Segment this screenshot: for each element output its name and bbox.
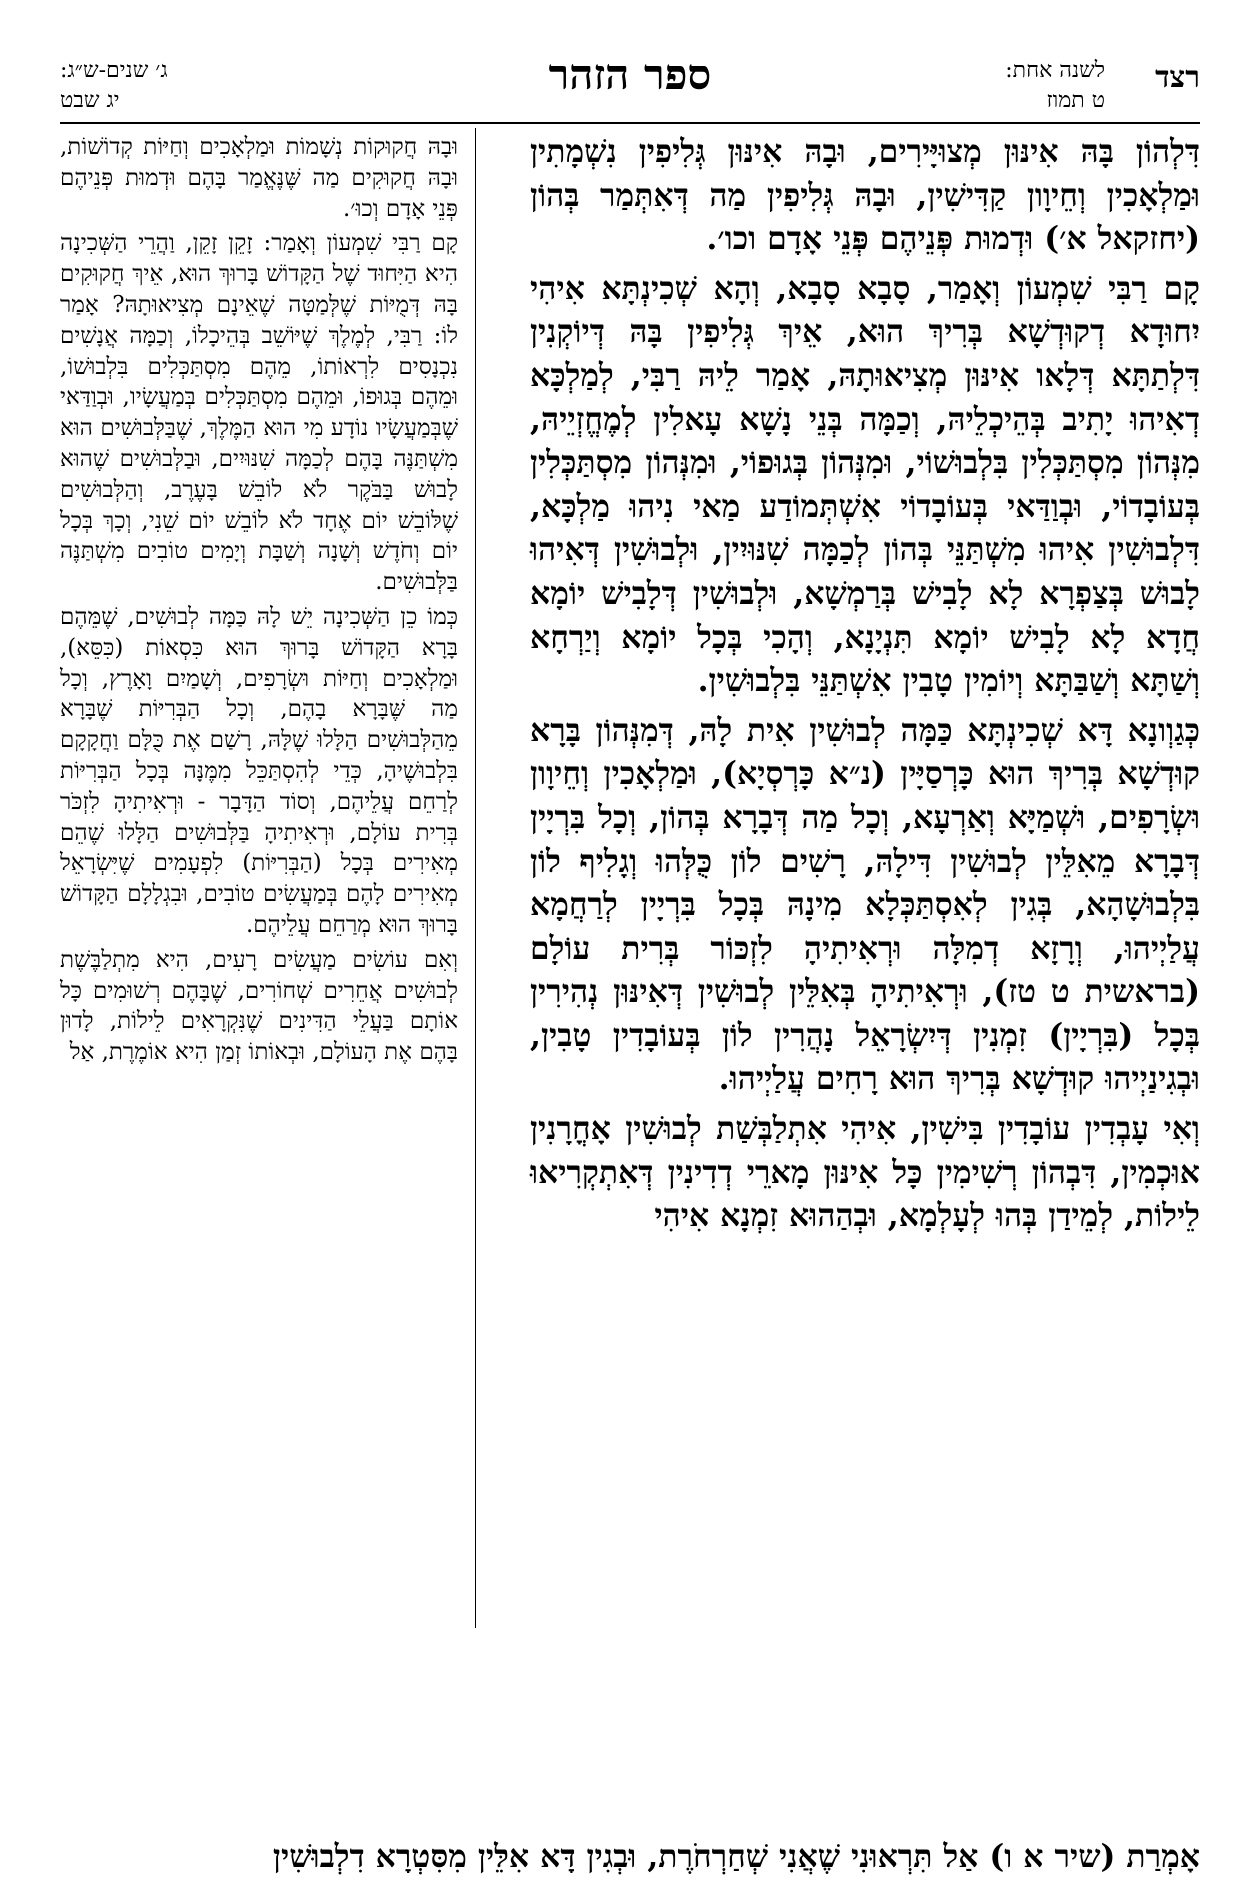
- main-paragraph: קָם רַבִּי שִׁמְעוֹן וְאָמַר, סָבָא סָבָא, וְהָא שְׁכִינְתָּא אִיהִי יִחוּדָא דְקוּדְשָׁא בְּרִיךְ הוּא, אֵיךְ גְּלִיפִין בָּהּ דְּיוֹקְנִין דִּלְתַתָּא דְּלָאו אִינּוּן מְצִיאוּתָהּ, אָמַר לֵיהּ רַבִּי, לְמַלְכָּא דְאִיהוּ יָתִיב בְּהֵיכְלֵיהּ, וְכַמָּה בְּנֵי נָשָׁא עָאלִין לְמֶחֱזְיֵיהּ, מִנְּהוֹן מִסְתַּכְּלִין בִּלְבוּשׁוֹי, וּמִנְּהוֹן בְּגוּפוֹי, וּמִנְּהוֹן מִסְתַּכְּלִין בְּעוֹבָדוֹי, וּבְוַדַּאי בְּעוֹבָדוֹי אִשְׁתְּמוֹדַע מַאי נִיהוּ מַלְכָּא, דִּלְבוּשִׁין אִיהוּ מִשְׁתַּנֵּי בְּהוֹן לְכַמָּה שִׁנּוּיִין, וּלְבוּשִׁין דְּאִיהוּ לָבוּשׁ בְּצַפְרָא לָא לָבִישׁ בְּרַמְשָׁא, וּלְבוּשִׁין דְּלָבִישׁ יוֹמָא חֲדָא לָא לָבִישׁ יוֹמָא תִּנְיָנָא, וְהָכִי בְּכָל יוֹמָא וְיַרְחָא וְשַׁתָּא וְשַׁבַּתָּא וְיוֹמִין טָבִין אִשְׁתַּנֵּי בִּלְבוּשִׁין.: [530, 269, 1200, 700]
- page-header: [60, 50, 1200, 120]
- bottom-full-width-line: אָמְרַת (שיר א ו) אַל תִּרְאוּנִי שֶׁאֲנִי שְׁחַרְחֹרֶת, וּבְגִין דָּא אִלֵּין מִסִּטְרָא דִלְבוּשִׁין: [272, 1838, 1200, 1875]
- schedule-label-left: ג׳ שנים-ש״ג:: [60, 58, 168, 83]
- schedule-label-right: לשנה אחת:: [1005, 58, 1105, 83]
- hebrew-translation-column: [60, 132, 458, 1072]
- translation-paragraph: וּבָהּ חֲקוּקוֹת נְשָׁמוֹת וּמַלְאָכִים וְחַיּוֹת קְדוֹשׁוֹת, וּבָהּ חֲקוּקִים מַה שֶּׁנֶּאֱמַר בָּהֶם וּדְמוּת פְּנֵיהֶם פְּנֵי אָדָם וְכוּ׳.: [60, 134, 458, 222]
- translation-paragraph: קָם רַבִּי שִׁמְעוֹן וְאָמַר: זָקֵן זָקֵן, וַהֲרֵי הַשְּׁכִינָה הִיא הַיִּחוּד שֶׁל הַקָּדוֹשׁ בָּרוּךְ הוּא, אֵיךְ חֲקוּקִים בָּהּ דְּמֻיּוֹת שֶׁלְּמַטָּה שֶׁאֵינָם מְצִיאוּתָהּ? אָמַר לוֹ: רַבִּי, לְמֶלֶךְ שֶׁיּוֹשֵׁב בְּהֵיכָלוֹ, וְכַמָּה אֲנָשִׁים נִכְנָסִים לִרְאוֹתוֹ, מֵהֶם מִסְתַּכְּלִים בִּלְבוּשׁוֹ, וּמֵהֶם בְּגוּפוֹ, וּמֵהֶם מִסְתַּכְּלִים בְּמַעֲשָׂיו, וּבְוַדַּאי שֶׁבְּמַעֲשָׂיו נוֹדָע מִי הוּא הַמֶּלֶךְ, שֶׁבַּלְּבוּשִׁים הוּא מִשְׁתַּנֶּה בָּהֶם לְכַמָּה שִׁנּוּיִים, וּבַלְּבוּשִׁים שֶׁהוּא לָבוּשׁ בַּבֹּקֶר לֹא לוֹבֵשׁ בָּעֶרֶב, וְהַלְּבוּשִׁים שֶׁלּוֹבֵשׁ יוֹם אֶחָד לֹא לוֹבֵשׁ יוֹם שֵׁנִי, וְכָךְ בְּכָל יוֹם וְחֹדֶשׁ וְשָׁנָה וְשַׁבָּת וְיָמִים טוֹבִים מִשְׁתַּנֶּה בַּלְּבוּשִׁים.: [60, 230, 458, 596]
- column-divider: [475, 128, 476, 1628]
- schedule-date-left: יג שבט: [60, 88, 120, 113]
- daily-schedule-three-years: [60, 56, 168, 116]
- main-paragraph: כְּגַוְונָא דָּא שְׁכִינְתָּא כַּמָּה לְבוּשִׁין אִית לָהּ, דְּמִנְּהוֹן בָּרָא קוּדְשָׁא בְּרִיךְ הוּא כָּרְסַיָּין (נ״א כָּרְסְיָא), וּמַלְאָכִין וְחֵיוָון וּשְׂרָפִים, וּשְׁמַיָּא וְאַרְעָא, וְכָל מַה דְּבָרָא בְּהוֹן, וְכָל בִּרְיָין דְּבָרָא מֵאִלֵּין לְבוּשִׁין דִּילָהּ, רָשִׁים לוֹן כֻּלְּהוּ וְגָלִיף לוֹן בִּלְבוּשָׁהָא, בְּגִין לְאִסְתַּכְּלָא מִינָהּ בְּכָל בִּרְיָין לְרַחֲמָא עֲלַיְיהוּ, וְרָזָא דְמִלָּה וּרְאִיתִיהָ לִזְכּוֹר בְּרִית עוֹלָם (בראשית ט טז), וּרְאִיתִיהָ בְּאִלֵּין לְבוּשִׁין דְּאִינּוּן נְהִירִין בְּכָל (בִּרְיָין) זִמְנִין דְּיִשְׂרָאֵל נָהֲרִין לוֹן בְּעוֹבָדִין טָבִין, וּבְגִינַיְיהוּ קוּדְשָׁא בְּרִיךְ הוּא רָחִים עֲלַיְיהוּ.: [530, 711, 1200, 1098]
- schedule-date-right: ט תמוז: [1046, 88, 1105, 113]
- main-paragraph: וְאִי עָבְדִין עוֹבָדִין בִּישִׁין, אִיהִי אִתְלַבְּשַׁת לְבוּשִׁין אָחֳרָנִין אוּכְמִין, דִּבְהוֹן רְשִׁימִין כָּל אִינּוּן מָארֵי דְדִינִין דְּאִתְקְרִיאוּ לֵילוֹת, לְמֵידַן בְּהוּ לְעָלְמָא, וּבְהַהוּא זִמְנָא אִיהִי: [530, 1110, 1200, 1235]
- translation-paragraph: כְּמוֹ כֵן הַשְּׁכִינָה יֵשׁ לָהּ כַּמָּה לְבוּשִׁים, שֶׁמֵּהֶם בָּרָא הַקָּדוֹשׁ בָּרוּךְ הוּא כִּסְאוֹת (כִּסֵּא), וּמַלְאָכִים וְחַיּוֹת וּשְׂרָפִים, וְשָׁמַיִם וָאָרֶץ, וְכָל מַה שֶּׁבָּרָא בָהֶם, וְכָל הַבְּרִיּוֹת שֶׁבָּרָא מֵהַלְּבוּשִׁים הַלָּלוּ שֶׁלָּהּ, רָשַׁם אֶת כֻּלָּם וַחֲקָקָם בִּלְבוּשֶׁיהָ, כְּדֵי לְהִסְתַּכֵּל מִמֶּנָּה בְּכָל הַבְּרִיּוֹת לְרַחֵם עֲלֵיהֶם, וְסוֹד הַדָּבָר - וּרְאִיתִיהָ לִזְכֹּר בְּרִית עוֹלָם, וּרְאִיתִיהָ בַּלְּבוּשִׁים הַלָּלוּ שֶׁהֵם מְאִירִים בְּכָל (הַבְּרִיּוֹת) לִפְעָמִים שֶׁיִּשְׂרָאֵל מְאִירִים לָהֶם בְּמַעֲשִׂים טוֹבִים, וּבִגְלָלָם הַקָּדוֹשׁ בָּרוּךְ הוּא מְרַחֵם עֲלֵיהֶם.: [60, 603, 458, 938]
- page-number: רצד: [1155, 60, 1200, 95]
- aramaic-text-column: [530, 130, 1200, 1244]
- header-rule: [60, 122, 1200, 124]
- main-paragraph: דִּלְהוֹן בָּהּ אִינּוּן מְצוּיָּירִים, וּבָהּ אִינּוּן גְּלִיפִין נִשְׁמָתִין וּמַלְאָכִין וְחֵיוָון קַדִּישִׁין, וּבָהּ גְּלִיפִין מַה דְּאִתְּמַר בְּהוֹן (יחזקאל א׳) וּדְמוּת פְּנֵיהֶם פְּנֵי אָדָם וכו׳.: [530, 133, 1200, 258]
- book-title: ספר הזהר: [548, 50, 712, 99]
- translation-paragraph: וְאִם עוֹשִׂים מַעֲשִׂים רָעִים, הִיא מִתְלַבֶּשֶׁת לְבוּשִׁים אֲחֵרִים שְׁחוֹרִים, שֶׁבָּהֶם רְשׁוּמִים כָּל אוֹתָם בַּעֲלֵי הַדִּינִים שֶׁנִּקְרָאִים לֵילוֹת, לָדוּן בָּהֶם אֶת הָעוֹלָם, וּבְאוֹתוֹ זְמַן הִיא אוֹמֶרֶת, אַל: [60, 946, 458, 1066]
